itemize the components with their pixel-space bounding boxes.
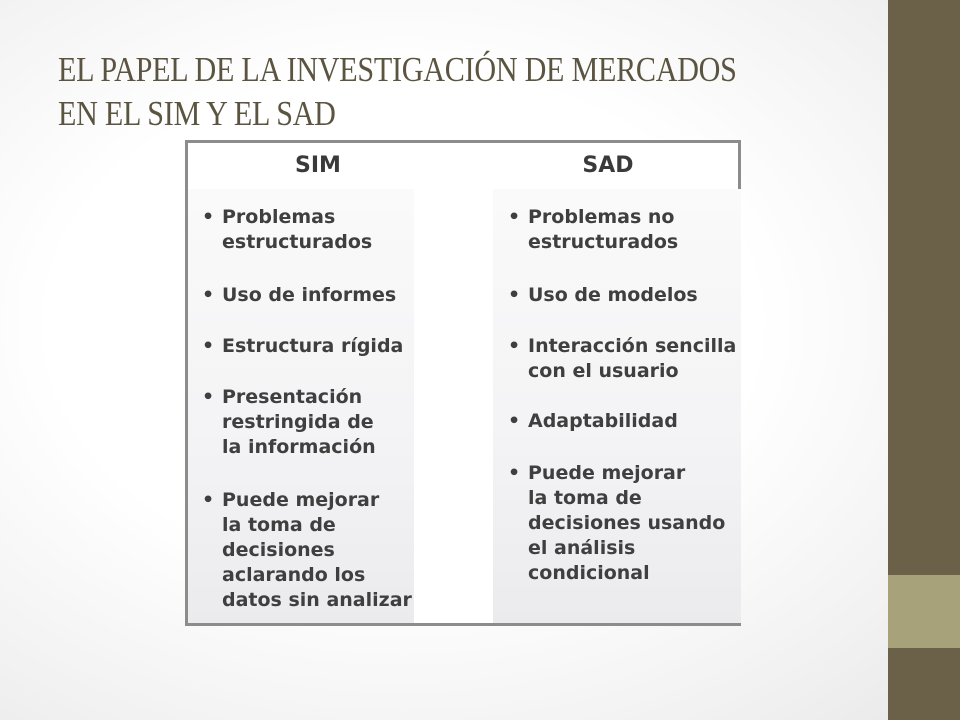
sim-item-text: Presentación restringida de la información	[222, 386, 376, 458]
sim-item-text: Problemas estructurados	[222, 206, 373, 253]
sidebar-accent-bottom	[888, 648, 960, 720]
sad-item-text: Interacción sencilla con el usuario	[528, 335, 737, 382]
slide-title-line-1: EL PAPEL DE LA INVESTIGACIÓN DE MERCADOS	[58, 50, 737, 89]
sim-item-text: Uso de informes	[222, 284, 397, 306]
sim-column-header: SIM	[295, 153, 341, 178]
bullet-icon: •	[202, 386, 215, 408]
sim-list-item	[202, 488, 412, 613]
comparison-table	[185, 140, 741, 626]
bullet-icon: •	[508, 462, 521, 484]
bullet-icon: •	[508, 284, 521, 306]
bullet-icon: •	[202, 206, 215, 228]
bullet-icon: •	[202, 284, 215, 306]
sad-item-text: Problemas no estructurados	[528, 206, 679, 253]
sad-list-item	[508, 205, 678, 255]
sad-list-item	[508, 334, 736, 384]
sad-list-item	[508, 409, 678, 434]
sad-column-header: SAD	[582, 153, 634, 178]
sad-item-text: Puede mejorar la toma de decisiones usando el análisis condicional	[528, 462, 726, 584]
bullet-icon: •	[508, 206, 521, 228]
sad-item-text: Adaptabilidad	[528, 410, 678, 432]
sim-list-item	[202, 283, 396, 308]
sim-item-text: Estructura rígida	[222, 335, 404, 357]
bullet-icon: •	[508, 335, 521, 357]
bullet-icon: •	[202, 489, 215, 511]
sidebar-accent-top	[888, 0, 960, 575]
bullet-icon: •	[508, 410, 521, 432]
sim-list-item	[202, 334, 403, 359]
sim-list-item	[202, 385, 376, 460]
sad-list-item	[508, 283, 698, 308]
slide-title-line-2: EN EL SIM Y EL SAD	[58, 94, 336, 133]
slide-title	[58, 48, 763, 136]
sim-list-item	[202, 205, 372, 255]
sim-item-text: Puede mejorar la toma de decisiones aclarando los datos sin analizar	[222, 489, 412, 611]
sidebar-accent-middle	[888, 575, 960, 648]
sad-item-text: Uso de modelos	[528, 284, 698, 306]
sad-list-item	[508, 461, 725, 586]
bullet-icon: •	[202, 335, 215, 357]
